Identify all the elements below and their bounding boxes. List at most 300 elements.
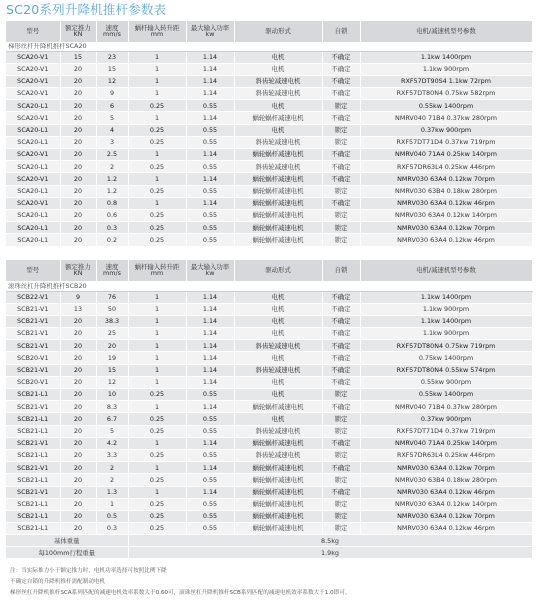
table-row	[6, 449, 532, 461]
table-cell: 1	[128, 291, 186, 303]
table-cell: 0.55	[186, 389, 234, 401]
table-cell: SCB21-V1	[6, 364, 60, 376]
note-line: 注：当实际推力小于额定推力时，电机功率选择可按照比例下降	[10, 568, 167, 574]
table-cell: 1	[128, 364, 186, 376]
table-cell: 蜗轮蜗杆减速电机	[234, 185, 322, 197]
table-cell: 20	[60, 234, 96, 246]
table-cell: 5	[96, 112, 128, 124]
table-cell: SCA20-L1	[6, 185, 60, 197]
table-cell: SCB21-L1	[6, 425, 60, 437]
table-cell: NMRV030 63A4 0.12kw 70rpm	[360, 510, 532, 522]
table-cell: 15	[96, 364, 128, 376]
table-cell: 1	[128, 75, 186, 87]
table-cell: 0.25	[128, 449, 186, 461]
table-cell: 锁定	[322, 209, 360, 221]
table-cell: RXF57DT90S4 1.1kw 72rpm	[360, 75, 532, 87]
table-cell: 1	[128, 63, 186, 75]
table-cell: 20	[60, 124, 96, 136]
table-cell: 电机	[234, 124, 322, 136]
table-cell: 蜗轮蜗杆减速电机	[234, 486, 322, 498]
table-cell: 0.55	[186, 136, 234, 148]
table-cell: 锁定	[322, 449, 360, 461]
table-cell: 锁定	[322, 425, 360, 437]
table-cell: SCB21-V1	[6, 437, 60, 449]
table-cell: 0.25	[128, 474, 186, 486]
table-cell: 1	[128, 51, 186, 63]
table-row	[6, 51, 532, 63]
column-header: 最大输入功率 kw	[186, 260, 234, 281]
table-row	[6, 88, 532, 100]
table-cell: SCA20-L1	[6, 100, 60, 112]
table-cell: 1.14	[186, 63, 234, 75]
table-row	[6, 136, 532, 148]
table-cell: 蜗轮蜗杆减速电机	[234, 510, 322, 522]
table-cell: 12	[96, 75, 128, 87]
summary-value: 8.5kg	[128, 535, 532, 547]
table-cell: 20	[60, 209, 96, 221]
summary-label: 基体重量	[6, 535, 128, 547]
table-cell: 1	[128, 303, 186, 315]
table-cell: 38.3	[96, 315, 128, 327]
table-cell: 不确定	[322, 112, 360, 124]
table-row	[6, 340, 532, 352]
table-cell: 1	[128, 376, 186, 388]
table-cell: 20	[60, 173, 96, 185]
table-cell: SCB21-L1	[6, 474, 60, 486]
table-cell: SCA20-L1	[6, 161, 60, 173]
table-cell: 0.6	[96, 209, 128, 221]
table-cell: 1	[128, 112, 186, 124]
table-cell: 20	[60, 376, 96, 388]
table-cell: 1.14	[186, 291, 234, 303]
table-cell: 电机	[234, 63, 322, 75]
table-cell: 斜齿轮减速电机	[234, 75, 322, 87]
table-cell: 20	[60, 474, 96, 486]
table-cell: SCB21-L1	[6, 413, 60, 425]
table-cell: 不确定	[322, 161, 360, 173]
table-cell: 斜齿轮减速电机	[234, 340, 322, 352]
table-cell: 1.14	[186, 352, 234, 364]
table-cell: 20	[60, 328, 96, 340]
table-cell: 0.55	[186, 209, 234, 221]
table-cell: 0.55	[186, 523, 234, 535]
table-cell: 蜗轮蜗杆减速电机	[234, 498, 322, 510]
table-cell: 锁定	[322, 510, 360, 522]
footnotes	[10, 566, 350, 599]
table-cell: 1	[128, 486, 186, 498]
column-header: 蜗杆输入转升距 mm	[128, 21, 186, 42]
table-cell: 不确定	[322, 63, 360, 75]
table-cell: 1	[128, 462, 186, 474]
table-cell: 1.2	[96, 185, 128, 197]
table-cell: NMRV040 71A4 0.25kw 140rpm	[360, 149, 532, 161]
table-cell: 20	[60, 389, 96, 401]
table-cell: 蜗轮蜗杆减速电机	[234, 173, 322, 185]
table-cell: 不确定	[322, 75, 360, 87]
table-cell: 20	[60, 197, 96, 209]
column-header: 驱动形式	[234, 260, 322, 281]
table-row	[6, 486, 532, 498]
table-cell: 1.14	[186, 149, 234, 161]
table-cell: SCB22-V1	[6, 291, 60, 303]
table-cell: 20	[60, 100, 96, 112]
table-cell: RXF57DT80N4 0.75kw 582rpm	[360, 88, 532, 100]
table-cell: 0.55	[186, 185, 234, 197]
table-cell: 1	[128, 352, 186, 364]
table-cell: SCB21-V1	[6, 315, 60, 327]
table-cell: 0.55	[186, 234, 234, 246]
table-cell: 0.75kw 1400rpm	[360, 352, 532, 364]
table-cell: SCA20-L1	[6, 222, 60, 234]
table-cell: 9	[96, 88, 128, 100]
table-cell: 锁定	[322, 124, 360, 136]
table-cell: 0.55kw 900rpm	[360, 376, 532, 388]
table-cell: 20	[60, 413, 96, 425]
table-cell: 15	[60, 51, 96, 63]
table-cell: 2	[96, 474, 128, 486]
table-cell: 23	[96, 51, 128, 63]
table-row	[6, 124, 532, 136]
table-cell: SCA20-L1	[6, 234, 60, 246]
table-cell: 20	[60, 352, 96, 364]
table-cell: 1.1kw 900rpm	[360, 63, 532, 75]
table-cell: 8.3	[96, 401, 128, 413]
table-cell: 9	[60, 291, 96, 303]
table-cell: 1	[128, 401, 186, 413]
table-cell: 50	[96, 303, 128, 315]
group-label: 梯形丝杆升降机推杆SCA20	[6, 42, 532, 51]
table-cell: 20	[60, 222, 96, 234]
table-cell: 1	[96, 498, 128, 510]
table-cell: 不确定	[322, 51, 360, 63]
table-cell: 10	[96, 389, 128, 401]
table-cell: 13	[60, 303, 96, 315]
table-cell: 0.25	[128, 425, 186, 437]
table-cell: SCB21-V1	[6, 486, 60, 498]
table-cell: 0.37kw 900rpm	[360, 413, 532, 425]
summary-row	[6, 535, 532, 547]
table-cell: NMRV030 63A4 0.12kw 46rpm	[360, 523, 532, 535]
table-cell: NMRV030 63A4 0.12kw 46rpm	[360, 234, 532, 246]
table-row	[6, 234, 532, 246]
table-cell: 1	[128, 197, 186, 209]
table-cell: 蜗轮蜗杆减速电机	[234, 112, 322, 124]
column-header: 速度 mm/s	[96, 21, 128, 42]
column-header: 型号	[6, 260, 60, 281]
table-header-row	[6, 260, 532, 281]
table-cell: 不确定	[322, 462, 360, 474]
table-cell: 0.55kw 1400rpm	[360, 100, 532, 112]
table-cell: 1.14	[186, 197, 234, 209]
table-cell: SCB21-V1	[6, 401, 60, 413]
table-cell: 0.55	[186, 124, 234, 136]
note-line: 梯形丝杠升降机推杆SCA系列匹配的减速电机效率系数大于0.60可，滚珠丝杠升降机推杆SCB系列匹配的减速电机效率系数大于1.0即可。	[10, 590, 351, 596]
table-row	[6, 315, 532, 327]
group-label-row	[6, 281, 532, 291]
table-cell: 1.14	[186, 401, 234, 413]
table-cell: 20	[60, 149, 96, 161]
table-cell: 蜗轮蜗杆减速电机	[234, 462, 322, 474]
table-cell: 12	[96, 376, 128, 388]
column-header: 额定推力 KN	[60, 21, 96, 42]
table-cell: 不确定	[322, 352, 360, 364]
table-cell: 2.5	[96, 149, 128, 161]
table-cell: 76	[96, 291, 128, 303]
page-title: SC20系列升降机推杆参数表	[6, 2, 167, 17]
table-cell: 电机	[234, 413, 322, 425]
table-cell: 6.7	[96, 413, 128, 425]
table-row	[6, 197, 532, 209]
table-cell: 3	[96, 136, 128, 148]
table-cell: 0.25	[128, 498, 186, 510]
table-cell: 锁定	[322, 498, 360, 510]
table-cell: 1.14	[186, 315, 234, 327]
table-cell: 1.14	[186, 75, 234, 87]
table-cell: 0.55	[186, 449, 234, 461]
table-cell: 0.5	[96, 510, 128, 522]
table-cell: NMRV030 63A4 0.12kw 46rpm	[360, 486, 532, 498]
group-label-row	[6, 42, 532, 51]
table-cell: 20	[60, 185, 96, 197]
table-row	[6, 389, 532, 401]
table-cell: SCA20-V1	[6, 88, 60, 100]
table-cell: 电机	[234, 303, 322, 315]
table-cell: SCA20-V1	[6, 51, 60, 63]
table-cell: 0.3	[96, 222, 128, 234]
table-cell: SCA20-L1	[6, 209, 60, 221]
table-row	[6, 413, 532, 425]
table-cell: NMRV040 71B4 0.37kw 280rpm	[360, 112, 532, 124]
table-cell: 电机	[234, 328, 322, 340]
table-cell: RXF57DT71D4 0.37kw 719rpm	[360, 425, 532, 437]
table-cell: SCB20-V1	[6, 376, 60, 388]
table-row	[6, 291, 532, 303]
table-cell: 19	[96, 352, 128, 364]
table-cell: RXF57DT80N4 0.75kw 719rpm	[360, 340, 532, 352]
table-cell: 0.25	[128, 389, 186, 401]
table-cell: 蜗轮蜗杆减速电机	[234, 222, 322, 234]
table-cell: 0.55	[186, 474, 234, 486]
table-cell: 蜗轮蜗杆减速电机	[234, 523, 322, 535]
table-cell: 锁定	[322, 523, 360, 535]
table-cell: 25	[96, 328, 128, 340]
table-row	[6, 523, 532, 535]
table-cell: RXF57DR63L4 0.25kw 446rpm	[360, 449, 532, 461]
table-cell: SCA20-V1	[6, 173, 60, 185]
table-cell: 0.25	[128, 209, 186, 221]
table-cell: RXF57DR63L4 0.25kw 446rpm	[360, 161, 532, 173]
table-row	[6, 161, 532, 173]
table-cell: 不确定	[322, 173, 360, 185]
table-cell: NMRV030 63B4 0.18kw 280rpm	[360, 474, 532, 486]
table-cell: 锁定	[322, 413, 360, 425]
table-cell: 蜗轮蜗杆减速电机	[234, 234, 322, 246]
table-cell: 6	[96, 100, 128, 112]
table-row	[6, 401, 532, 413]
table-row	[6, 352, 532, 364]
table-cell: 电机	[234, 352, 322, 364]
table-cell: 1.3	[96, 486, 128, 498]
table-cell: 电机	[234, 100, 322, 112]
table-cell: 不确定	[322, 303, 360, 315]
table-cell: 1.14	[186, 364, 234, 376]
table-row	[6, 185, 532, 197]
table-cell: 电机	[234, 315, 322, 327]
table-cell: 1.14	[186, 437, 234, 449]
summary-row	[6, 547, 532, 559]
table-cell: 20	[60, 315, 96, 327]
table-cell: 2	[96, 161, 128, 173]
table-cell: 20	[60, 449, 96, 461]
table-cell: 锁定	[322, 185, 360, 197]
table-cell: 1	[128, 437, 186, 449]
table-cell: 锁定	[322, 222, 360, 234]
table-cell: 2	[96, 462, 128, 474]
table-cell: 20	[60, 437, 96, 449]
table-cell: SCB21-L1	[6, 449, 60, 461]
table-cell: 3.3	[96, 449, 128, 461]
table-cell: 20	[60, 510, 96, 522]
table-cell: SCB21-L1	[6, 510, 60, 522]
table-cell: 1.14	[186, 486, 234, 498]
column-header: 自锁	[322, 21, 360, 42]
table-cell: 20	[96, 340, 128, 352]
table-row	[6, 425, 532, 437]
table-cell: 斜齿轮减速电机	[234, 161, 322, 173]
table-cell: 0.25	[128, 510, 186, 522]
table-cell: 20	[60, 340, 96, 352]
group-label: 滚珠丝杠升降机推杆SCB20	[6, 281, 532, 291]
table-row	[6, 112, 532, 124]
table-cell: SCA20-L1	[6, 124, 60, 136]
table-cell: 1	[128, 340, 186, 352]
table-cell: 蜗轮蜗杆减速电机	[234, 149, 322, 161]
table-cell: 20	[60, 364, 96, 376]
table-cell: NMRV030 63A4 0.12kw 70rpm	[360, 173, 532, 185]
table-cell: NMRV030 63A4 0.12kw 70rpm	[360, 222, 532, 234]
table-cell: 20	[60, 88, 96, 100]
table-cell: NMRV030 63A4 0.12kw 46rpm	[360, 197, 532, 209]
column-header: 蜗杆输入转升距 mm	[128, 260, 186, 281]
table-cell: 0.55kw 1400rpm	[360, 389, 532, 401]
table-cell: 锁定	[322, 474, 360, 486]
table-cell: 20	[60, 161, 96, 173]
column-header: 额定推力 KN	[60, 260, 96, 281]
table-cell: NMRV030 63B4 0.18kw 280rpm	[360, 185, 532, 197]
table-cell: 斜齿轮减速电机	[234, 364, 322, 376]
table-cell: SCA20-V1	[6, 112, 60, 124]
table-row	[6, 510, 532, 522]
table-row	[6, 328, 532, 340]
table-cell: 0.55	[186, 100, 234, 112]
table-cell: SCB21-L1	[6, 523, 60, 535]
table-cell: NMRV030 63A4 0.12kw 140rpm	[360, 498, 532, 510]
table-cell: 电机	[234, 376, 322, 388]
table-cell: SCB20-V1	[6, 352, 60, 364]
table-row	[6, 173, 532, 185]
table-row	[6, 100, 532, 112]
column-header: 自锁	[322, 260, 360, 281]
table-row	[6, 75, 532, 87]
table-cell: 1.14	[186, 51, 234, 63]
table-cell: 1.14	[186, 340, 234, 352]
table-cell: 20	[60, 401, 96, 413]
table-cell: 20	[60, 462, 96, 474]
table-cell: 斜齿轮减速电机	[234, 136, 322, 148]
table-cell: SCB21-V1	[6, 462, 60, 474]
table-cell: 蜗轮蜗杆减速电机	[234, 437, 322, 449]
table-cell: 蜗轮蜗杆减速电机	[234, 401, 322, 413]
column-header: 电机/减速机型号参数	[360, 21, 532, 42]
table-cell: 1	[128, 173, 186, 185]
table-cell: 0.55	[186, 425, 234, 437]
table-cell: 0.25	[128, 234, 186, 246]
table-cell: 1	[128, 315, 186, 327]
table-cell: 锁定	[322, 136, 360, 148]
table-row	[6, 474, 532, 486]
table-cell: 电机	[234, 51, 322, 63]
table-cell: 电机	[234, 389, 322, 401]
table-cell: 1.14	[186, 303, 234, 315]
table-cell: 不确定	[322, 328, 360, 340]
table-cell: 0.25	[128, 124, 186, 136]
table-cell: SCA20-V1	[6, 197, 60, 209]
table-cell: 20	[60, 136, 96, 148]
table-cell: 0.55	[186, 161, 234, 173]
table-cell: 锁定	[322, 389, 360, 401]
table-cell: NMRV040 71B4 0.37kw 280rpm	[360, 401, 532, 413]
table-cell: NMRV030 63A4 0.12kw 70rpm	[360, 462, 532, 474]
table-cell: 不确定	[322, 315, 360, 327]
table-cell: 1.1kw 1400rpm	[360, 315, 532, 327]
table-cell: 4.2	[96, 437, 128, 449]
table-cell: NMRV030 63A4 0.12kw 140rpm	[360, 209, 532, 221]
table-cell: 不确定	[322, 291, 360, 303]
table-row	[6, 437, 532, 449]
summary-value: 1.9kg	[128, 547, 532, 559]
table-cell: 电机	[234, 291, 322, 303]
table-cell: 蜗轮蜗杆减速电机	[234, 209, 322, 221]
table-cell: 0.25	[128, 136, 186, 148]
table-row	[6, 149, 532, 161]
table-cell: 0.55	[186, 510, 234, 522]
table-cell: 0.25	[128, 413, 186, 425]
table-cell: SCB21-V1	[6, 303, 60, 315]
table-cell: 5	[96, 425, 128, 437]
table-cell: SCB21-L1	[6, 389, 60, 401]
table-cell: 斜齿轮减速电机	[234, 449, 322, 461]
table-cell: 1.14	[186, 173, 234, 185]
column-header: 速度 mm/s	[96, 260, 128, 281]
column-header: 驱动形式	[234, 21, 322, 42]
table-cell: SCB21-V1	[6, 328, 60, 340]
table-cell: 0.25	[128, 185, 186, 197]
table-cell: 20	[60, 75, 96, 87]
note-line: 不确定自锁的升降机推杆需配制动电机	[10, 579, 106, 585]
table-cell: 0.2	[96, 234, 128, 246]
table-cell: 不确定	[322, 401, 360, 413]
table-cell: 1	[128, 88, 186, 100]
table-cell: 锁定	[322, 234, 360, 246]
table-cell: 不确定	[322, 437, 360, 449]
table-cell: 0.37kw 900rpm	[360, 124, 532, 136]
table-cell: 锁定	[322, 100, 360, 112]
table-cell: 不确定	[322, 340, 360, 352]
table-cell: 0.55	[186, 413, 234, 425]
table-cell: RXF57DT71D4 0.37kw 719rpm	[360, 136, 532, 148]
table-cell: 斜齿轮减速电机	[234, 88, 322, 100]
table-cell: 20	[60, 425, 96, 437]
